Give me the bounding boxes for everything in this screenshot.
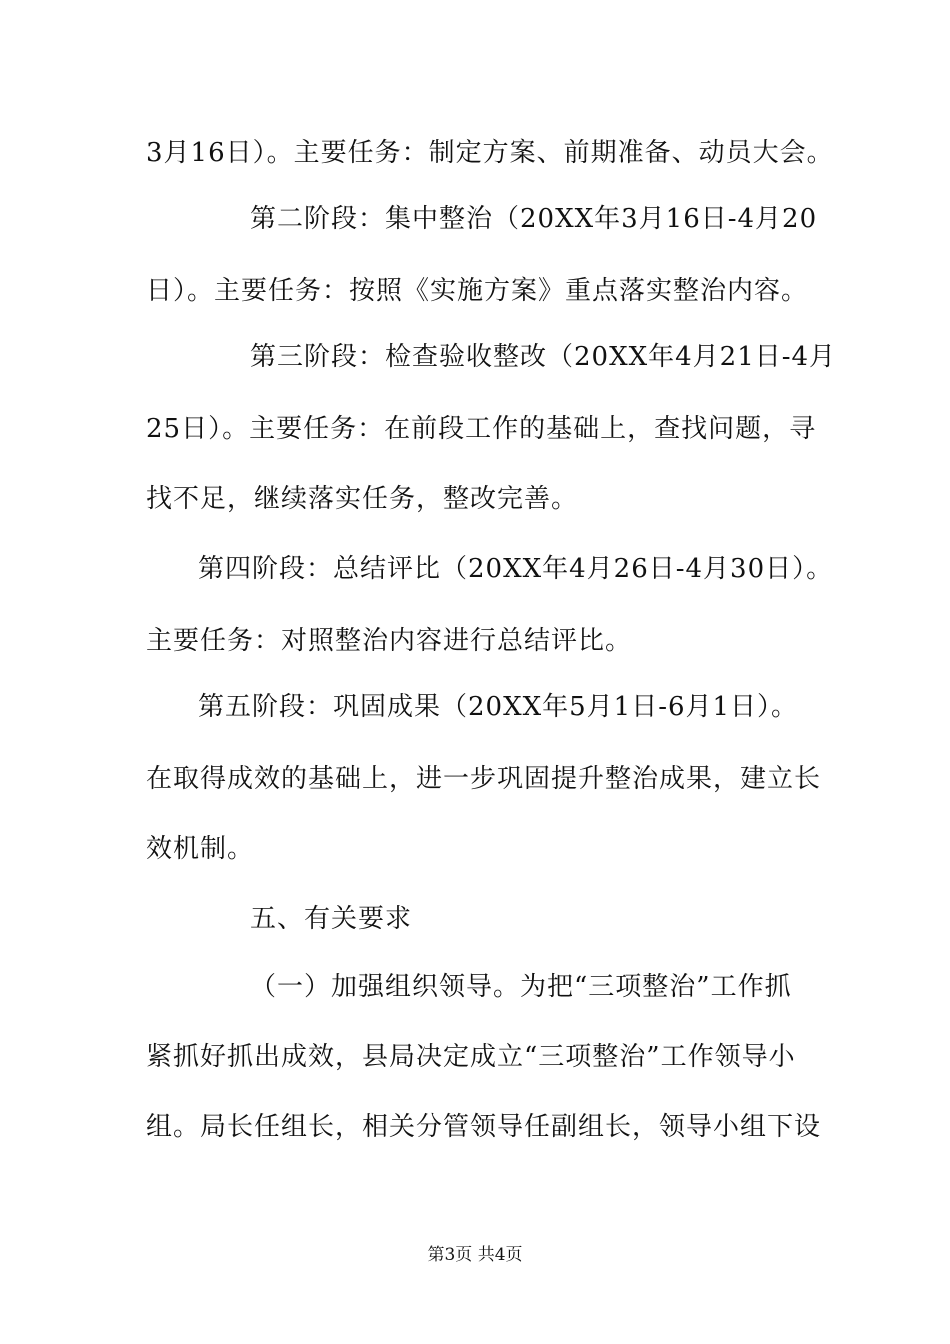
text-line-14: 紧抓好抓出成效，县局决定成立“三项整治”工作领导小 [146, 1042, 796, 1072]
text-line-5: 25日）。主要任务：在前段工作的基础上，查找问题，寻 [146, 414, 817, 444]
text-line-8: 主要任务：对照整治内容进行总结评比。 [146, 626, 633, 656]
text-line-4: 第三阶段：检查验收整改（20XX年4月21日-4月 [250, 342, 837, 372]
text-line-7: 第四阶段：总结评比（20XX年4月26日-4月30日）。 [198, 554, 834, 584]
text-line-1: 3月16日）。主要任务：制定方案、前期准备、动员大会。 [146, 138, 834, 168]
text-line-13: （一）加强组织领导。为把“三项整治”工作抓 [250, 972, 792, 1002]
text-line-11: 效机制。 [146, 834, 255, 864]
text-line-9: 第五阶段：巩固成果（20XX年5月1日-6月1日）。 [198, 692, 799, 722]
text-line-2: 第二阶段：集中整治（20XX年3月16日-4月20 [250, 204, 818, 234]
text-line-10: 在取得成效的基础上，进一步巩固提升整治成果，建立长 [146, 764, 822, 794]
text-line-3: 日）。主要任务：按照《实施方案》重点落实整治内容。 [146, 276, 809, 306]
text-line-6: 找不足，继续落实任务，整改完善。 [146, 484, 579, 514]
section-heading: 五、有关要求 [250, 904, 413, 934]
text-line-15: 组。局长任组长，相关分管领导任副组长，领导小组下设 [146, 1112, 822, 1142]
page-number-footer: 第3页 共4页 [427, 1245, 523, 1265]
